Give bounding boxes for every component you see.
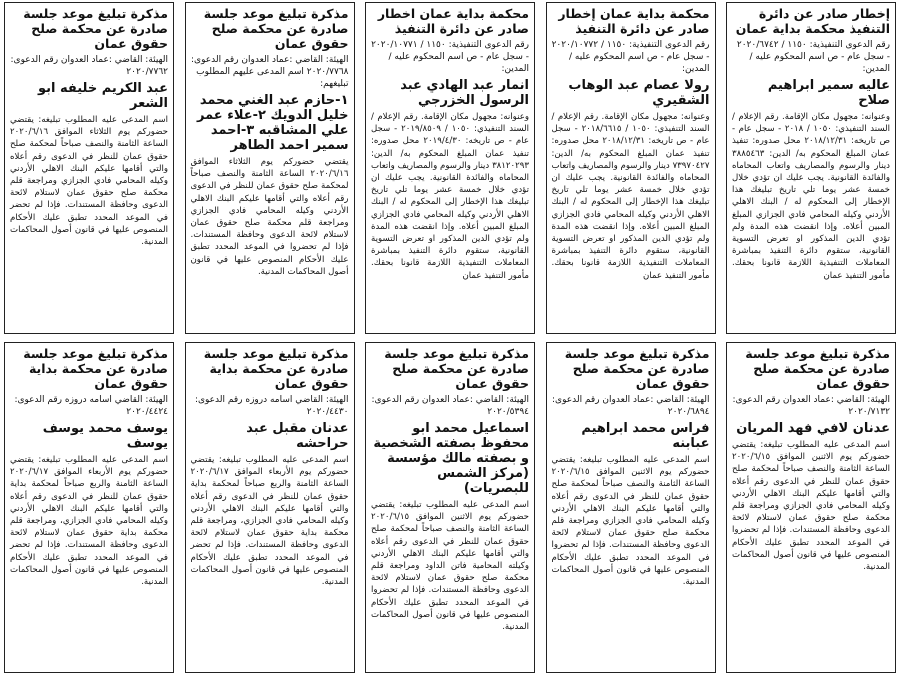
notice-body: اسم المدعى عليه المطلوب تبليغه: يقتضي حضوركم يوم الاثنين الموافق ٢٠٢٠/٦/١٥ الساعة الثامنة والنصف صباحاً لمحكمة صلح حقوق عمان للنظر في الدعوى رقم أعلاه والتي أقامها عليكم البنك الاهلي الأردني وكيله المحامي فادي الجزازي ومراجعة قلم محكمة صلح حقوق عمان لاستلام لائحة الدعوى وحافظة المستندات. فإذا لم تحضروا في الموعد المحدد تطبق عليك الأحكام المنصوص عليها في قانون أصول المحاكمات المدنية.: [732, 440, 890, 573]
notice-meta: رقم الدعوى التنفيذية: ١١٥٠ / ٢٠٢٠/١٠٧٧١ - سجل عام - ص اسم المحكوم عليه / المدين:: [371, 40, 529, 74]
notice-meta: الهيئة: القاضي :عماد العدوان رقم الدعوى: ٢٠٢٠/٦٨٩٤: [552, 395, 710, 417]
notice-defendant-name: عدنان مقبل عبد حراحشه: [246, 421, 349, 451]
notice-body: يقتضي حضوركم يوم الثلاثاء الموافق ٢٠٢٠/٦/١٦ الساعة الثامنة والنصف صباحاً لمحكمة صلح حقوق عمان للنظر في الدعوى رقم أعلاه والتي أقامها عليكم البنك الاهلي الأردني وكيله المحامي فادي الجزازي ومراجعة قلم محكمة صلح حقوق عمان لاستلام لائحة الدعوى وحافظة المستندات. فإذا لم تحضروا في الموعد المحدد تطبق عليك الأحكام المنصوص عليها في قانون أصول المحاكمات المدنية.: [190, 157, 349, 277]
notice-meta: الهيئة: القاضي اسامه دروزه رقم الدعوى: ٢٠٢٠/٤٤٢٤: [14, 395, 168, 417]
notice-body: اسم المدعى عليه المطلوب تبليغه: يقتضي حضوركم يوم الاثنين الموافق ٢٠٢٠/٦/١٥ الساعة الثامنة والنصف صباحاً لمحكمة صلح حقوق عمان للنظر في الدعوى رقم أعلاه والتي أقامها عليكم البنك الاهلي الأردني وكيله المحامي فادي الجزازي ومراجعة قلم محكمة صلح حقوق عمان لاستلام لائحة الدعوى وحافظة المستندات. فإذا لم تحضروا في الموعد المحدد تطبق عليك الأحكام المنصوص عليها في قانون أصول المحاكمات المدنية.: [551, 455, 710, 588]
notice-title: مذكرة تبليغ موعد جلسة صادرة عن محكمة بداية حقوق عمان: [23, 346, 168, 391]
notice-meta: رقم الدعوى التنفيذية: ١١٥٠ / ٢٠٢٠/٦٧٤٢ - سجل عام - ص اسم المحكوم عليه / المدين:: [736, 40, 890, 74]
notice-card: [365, 2, 535, 334]
notice-title: محكمة بداية عمان إخطار صادر عن دائرة التنفيذ: [558, 6, 710, 36]
notice-meta: رقم الدعوى التنفيذية: ١١٥٠ / ٢٠٢٠/١٠٧٧٢ - سجل عام - ص اسم المحكوم عليه / المدين:: [551, 40, 710, 74]
notices-row-top: [4, 2, 896, 334]
notice-title: إخطار صادر عن دائرة التنفيذ محكمة بداية عمان: [735, 6, 890, 36]
notice-card: [726, 342, 896, 673]
notice-title: مذكرة تبليغ موعد جلسة صادرة عن محكمة صلح حقوق عمان: [745, 346, 890, 391]
notice-body: وعنوانه: مجهول مكان الإقامة. رقم الإعلام / السند التنفيذي: ١٠٥٠ / ٢٠١٨ - سجل عام - ص تاريخه: ٢٠١٨/١٢/٣١ محل صدوره: تنفيذ عمان المبلغ المحكوم به/ الدين: ٣٨٨٥٤٦٣ دينار والرسوم والمصاريف واتعاب المحاماه والفائدة القانونية. يجب عليك ان تؤدي خلال خمسة عشر يوما تلي تاريخ تبليغك هذا الإخطار إلى المحكوم له / البنك الاهلي الأردني وكيله المحامي فادي الجزازي المبلغ المبين أعلاه. وإذا انقضت هذه المدة ولم تؤدي الدين المذكور او تعرض التسوية القانونية، ستقوم دائرة التنفيذ بمباشرة المعاملات التنفيذية اللازمة قانونا بحقك. مأمور التنفيذ عمان: [732, 112, 891, 281]
notice-card: [365, 342, 535, 673]
notice-meta: الهيئة: القاضي :عماد العدوان رقم الدعوى: ٢٠٢٠/٧١٣٢: [732, 395, 890, 417]
notice-body: وعنوانه: مجهول مكان الإقامة. رقم الإعلام / السند التنفيذي: ١٠٥٠ / ٢٠١٩/٨٥٠٩ - سجل عام - ص تاريخه: ٢٠١٩/٤/٣٠ محل صدوره: تنفيذ عمان المبلغ المحكوم به/ الدين: ٣٨١٢٠٢٩٣ دينار والرسوم والمصاريف واتعاب المحاماه والفائدة القانونية. يجب عليك ان تؤدي خلال خمسة عشر يوما تلي تاريخ تبليغك هذا الإخطار إلى المحكوم له / البنك الاهلي الأردني وكيله المحامي فادي الجزازي المبلغ المبين أعلاه. وإذا انقضت هذه المدة ولم تؤدي الدين المذكور او تعرض التسوية القانونية، ستقوم دائرة التنفيذ بمباشرة المعاملات التنفيذية اللازمة قانونا بحقك. مأمور التنفيذ عمان: [371, 112, 529, 281]
notice-card: [4, 342, 174, 673]
notice-defendant-name: رولا عصام عبد الوهاب الشقيري: [568, 78, 710, 108]
notice-card: [546, 2, 716, 334]
notice-defendant-name: ١-حازم عبد الغني محمد خليل الدويك ٢-علاء عمر علي المشاقبه ٣-احمد سمير احمد الطاهر: [196, 93, 349, 153]
notice-body: اسم المدعى عليه المطلوب تبليغه: يقتضي حضوركم يوم الأربعاء الموافق ٢٠٢٠/٦/١٧ الساعة الثامنة والربع صباحاً لمحكمة بداية حقوق عمان للنظر في الدعوى رقم أعلاه والتي أقامها عليكم البنك الاهلي الأردني وكيله المحامي فادي الجزازي، ومراجعة قلم محكمة بداية حقوق عمان لاستلام لائحة الدعوى وحافظة المستندات. فإذا لم تحضر في الموعد المحدد تطبق عليك الأحكام المنصوص عليها في قانون أصول المحاكمات المدنية.: [10, 455, 168, 588]
notice-meta: الهيئة: القاضي اسامه دروزه رقم الدعوى: ٢٠٢٠/٤٤٣٠: [194, 395, 349, 417]
notice-defendant-name: فراس محمد ابراهيم عبابنه: [581, 421, 710, 451]
notice-title: محكمة بداية عمان اخطار صادر عن دائرة التنفيذ: [377, 6, 529, 36]
notice-body: اسم المدعى عليه المطلوب تبليغه: يقتضي حضوركم يوم الأربعاء الموافق ٢٠٢٠/٦/١٧ الساعة الثامنة والربع صباحاً لمحكمة بداية حقوق عمان للنظر في الدعوى رقم أعلاه والتي أقامها عليكم البنك الاهلي الأردني وكيله المحامي فادي الجزازي، ومراجعة قلم محكمة بداية حقوق عمان لاستلام لائحة الدعوى وحافظة المستندات. فإذا لم تحضر في الموعد المحدد تطبق عليك الأحكام المنصوص عليها في قانون أصول المحاكمات المدنية.: [190, 455, 349, 588]
notice-card: [726, 2, 896, 334]
notice-meta: الهيئة: القاضي :عماد العدوان رقم الدعوى: ٢٠٢٠/٧٧٦٨ اسم المدعى عليهم المطلوب تبليغهم:: [191, 55, 349, 89]
notice-meta: الهيئة: القاضي :عماد العدوان رقم الدعوى: ٢٠٢٠/٥٣٩٤: [371, 395, 529, 417]
notice-body: وعنوانه: مجهول مكان الإقامة. رقم الإعلام / السند التنفيذي: ١٠٥٠ / ٢٠١٨/٦٦١٥ - سجل عام - ص تاريخه: ٢٠١٨/١٢/٣١ محل صدوره: تنفيذ عمان المبلغ المحكوم به/ الدين: ٧٣٩٧٠٤٢٧ دينار والرسوم والمصاريف واتعاب المحاماه والفائدة القانونية. يجب عليك ان تؤدي خلال خمسة عشر يوما تلي تاريخ تبليغك هذا الإخطار إلى المحكوم له / البنك الاهلي الأردني وكيله المحامي فادي الجزازي المبلغ المبين أعلاه. وإذا انقضت هذه المدة ولم تؤدي الدين المذكور او تعرض التسوية القانونية، ستقوم دائرة التنفيذ بمباشرة المعاملات التنفيذية اللازمة قانونا بحقك. مأمور التنفيذ عمان: [551, 112, 710, 281]
notice-meta: الهيئة: القاضي :عماد العدوان رقم الدعوى: ٢٠٢٠/٧٧٦٢: [10, 55, 168, 77]
notice-defendant-name: انمار عبد الهادي عبد الرسول الخزرجي: [400, 78, 529, 108]
notice-title: مذكرة تبليغ موعد جلسة صادرة عن محكمة بداية حقوق عمان: [203, 346, 349, 391]
notice-defendant-name: عدنان لافي فهد المريان: [736, 421, 890, 436]
notice-title: مذكرة تبليغ موعد جلسة صادرة عن محكمة صلح حقوق عمان: [564, 346, 710, 391]
notice-defendant-name: عبد الكريم خليفه ابو الشعر: [37, 81, 168, 111]
notice-card: [4, 2, 174, 334]
notice-body: اسم المدعى عليه المطلوب تبليغه: يقتضي حضوركم يوم الاثنين الموافق ٢٠٢٠/٦/١٥ الساعة الثامنة والنصف صباحاً لمحكمة صلح حقوق عمان للنظر في الدعوى رقم أعلاه والتي أقامها عليكم البنك الاهلي الأردني وكيلته المحامية فاتن الداود ومراجعة قلم محكمة صلح حقوق عمان لاستلام لائحة الدعوى وحافظة المستندات. فإذا لم تحضروا في الموعد المحدد تطبق عليك الأحكام المنصوص عليها في قانون أصول المحاكمات المدنية.: [371, 500, 529, 633]
notice-title: مذكرة تبليغ موعد جلسة صادرة عن محكمة صلح حقوق عمان: [203, 6, 349, 51]
notice-defendant-name: يوسف محمد يوسف يوسف: [42, 421, 168, 451]
notice-card: [185, 342, 355, 673]
notice-title: مذكرة تبليغ موعد جلسة صادرة عن محكمة صلح حقوق عمان: [384, 346, 529, 391]
notice-title: مذكرة تبليغ موعد جلسة صادرة عن محكمة صلح حقوق عمان: [23, 6, 168, 51]
notice-defendant-name: اسماعيل محمد ابو محفوظ بصفته الشخصية و بصفته مالك مؤسسة (مركز الشمس للبصريات): [373, 421, 529, 496]
notice-card: [546, 342, 716, 673]
notice-card: [185, 2, 355, 334]
notice-body: اسم المدعى عليه المطلوب تبليغه: يقتضي حضوركم يوم الثلاثاء الموافق ٢٠٢٠/٦/١٦ الساعة الثامنة والنصف صباحاً لمحكمة صلح حقوق عمان للنظر في الدعوى رقم أعلاه والتي أقامها عليكم البنك الاهلي الأردني وكيله المحامي فادي الجزازي ومراجعة قلم محكمة صلح حقوق عمان لاستلام لائحة الدعوى وحافظة المستندات. فإذا لم تحضر في الموعد المحدد تطبق عليك الأحكام المنصوص عليها في قانون أصول المحاكمات المدنية.: [10, 115, 168, 248]
notice-defendant-name: عاليه سمير ابراهيم صلاح: [767, 78, 890, 108]
notices-row-bottom: [4, 342, 896, 673]
